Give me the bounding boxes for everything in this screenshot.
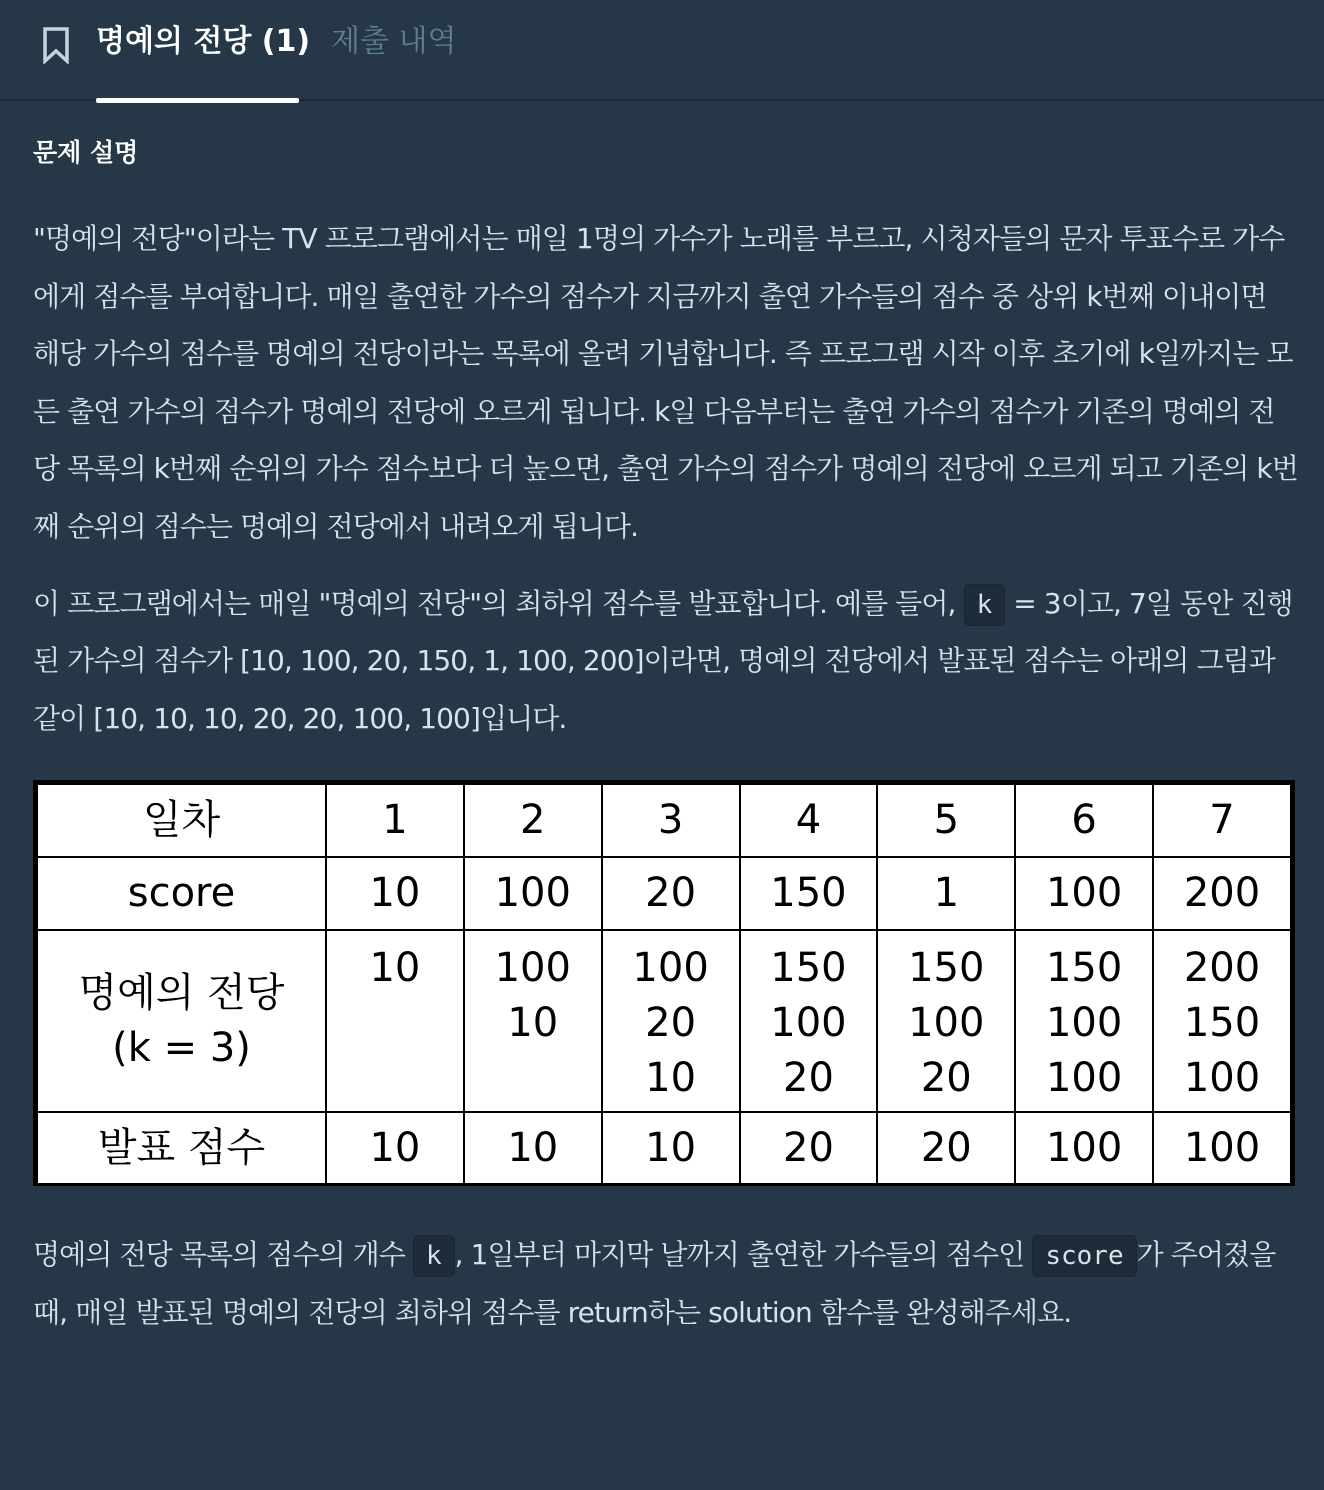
day-cell: 2 [464, 784, 602, 857]
announced-cell: 10 [464, 1112, 602, 1185]
hall-value: 100 [1045, 1055, 1123, 1102]
hall-value: 150 [1045, 945, 1123, 992]
announced-cell: 10 [602, 1112, 740, 1185]
hall-value: 10 [645, 1055, 697, 1102]
row-label-score: score [37, 857, 326, 930]
hall-value: 100 [632, 945, 709, 992]
score-cell: 10 [326, 857, 464, 930]
hall-cell [1153, 930, 1291, 1112]
score-cell: 200 [1153, 857, 1291, 930]
code-score: score [1032, 1235, 1136, 1277]
table-row-hall [37, 930, 1291, 1112]
hall-value: 20 [645, 1000, 697, 1047]
description-paragraph-3 [33, 1226, 1298, 1341]
hall-of-fame-table [36, 783, 1292, 1186]
hall-value: 10 [507, 1000, 559, 1047]
score-cell: 100 [1015, 857, 1153, 930]
code-k: k [413, 1235, 455, 1277]
description-paragraph-1: "명예의 전당"이라는 TV 프로그램에서는 매일 1명의 가수가 노래를 부르고, 시청자들의 문자 투표수로 가수에게 점수를 부여합니다. 매일 출연한 가수의 점수가 지금까지 출연 가수들의 점수 중 상위 k번째 이내이면 해당 가수의 점수를 명예의 전당이라는 목록에 올려 기념합니다. 즉 프로그램 시작 이후 초기에 k일까지는 모든 출연 가수의 점수가 명예의 전당에 오르게 됩니다. k일 다음부터는 출연 가수의 점수가 기존의 명예의 전당 목록의 k번째 순위의 가수 점수보다 더 높으면, 출연 가수의 점수가 명예의 전당에 오르게 되고 기존의 k번째 순위의 점수는 명예의 전당에서 내려오게 됩니다. [33, 222, 1298, 543]
day-cell: 7 [1153, 784, 1291, 857]
hall-value: 100 [494, 945, 571, 992]
hall-cell [602, 930, 740, 1112]
hall-cell [1015, 930, 1153, 1112]
tab-submission-history[interactable]: 제출 내역 [331, 24, 457, 59]
table-row-score [37, 857, 1291, 930]
hall-value: 150 [908, 945, 985, 992]
row-label-hall [37, 930, 326, 1112]
score-cell: 150 [740, 857, 878, 930]
tab-hall-of-fame[interactable]: 명예의 전당 (1) [96, 20, 299, 101]
hall-cell [877, 930, 1015, 1112]
day-cell: 1 [326, 784, 464, 857]
hall-value: 100 [1183, 1055, 1261, 1102]
announced-cell: 20 [877, 1112, 1015, 1185]
paragraph-2-text-before: 이 프로그램에서는 매일 "명예의 전당"의 최하위 점수를 발표합니다. 예를 들어, [33, 586, 964, 620]
hall-value: 100 [1045, 1000, 1123, 1047]
day-cell: 4 [740, 784, 878, 857]
row-label-hall-line1: 명예의 전당 [78, 970, 285, 1017]
row-label-announced: 발표 점수 [37, 1112, 326, 1185]
announced-cell: 10 [326, 1112, 464, 1185]
table-row-day [37, 784, 1291, 857]
score-cell: 100 [464, 857, 602, 930]
example-figure [33, 780, 1295, 1186]
day-cell: 6 [1015, 784, 1153, 857]
paragraph-3-text-before: 명예의 전당 목록의 점수의 개수 [33, 1238, 413, 1272]
description-paragraph-2 [33, 575, 1298, 748]
bookmark-icon[interactable] [40, 26, 72, 64]
paragraph-2-text-after: = 3이고, 7일 동안 진행된 가수의 점수가 [10, 100, 20, 150, 1, 100, 200]이라면, 명예의 전당에서 발표된 점수는 아래의 그림과 같이 [10, 10, 10, 20, 20, 100, 100]입니다. [33, 586, 1293, 735]
tab-bar [0, 0, 1324, 101]
hall-cell [740, 930, 878, 1112]
row-label-hall-line2: (k = 3) [112, 1025, 251, 1072]
section-title: 문제 설명 [33, 138, 139, 167]
hall-value: 150 [770, 945, 847, 992]
hall-value: 10 [369, 945, 421, 992]
row-label-day: 일차 [37, 784, 326, 857]
day-cell: 5 [877, 784, 1015, 857]
hall-value: 100 [908, 1000, 985, 1047]
hall-cell [464, 930, 602, 1112]
hall-value: 200 [1183, 945, 1261, 992]
hall-value: 20 [783, 1055, 834, 1102]
hall-value: 100 [770, 1000, 847, 1047]
hall-value: 150 [1183, 1000, 1261, 1047]
announced-cell: 20 [740, 1112, 878, 1185]
score-cell: 1 [877, 857, 1015, 930]
hall-value: 20 [920, 1055, 972, 1102]
score-cell: 20 [602, 857, 740, 930]
hall-cell [326, 930, 464, 1112]
paragraph-3-text-after: 가 주어졌을 때, 매일 발표된 명예의 전당의 최하위 점수를 return하는 solution 함수를 완성해주세요. [33, 1238, 1276, 1329]
announced-cell: 100 [1153, 1112, 1291, 1185]
table-row-announced [37, 1112, 1291, 1185]
problem-content [33, 130, 1298, 1342]
day-cell: 3 [602, 784, 740, 857]
announced-cell: 100 [1015, 1112, 1153, 1185]
code-k: k [964, 584, 1006, 626]
paragraph-3-text-middle: , 1일부터 마지막 날까지 출연한 가수들의 점수인 [454, 1238, 1033, 1272]
